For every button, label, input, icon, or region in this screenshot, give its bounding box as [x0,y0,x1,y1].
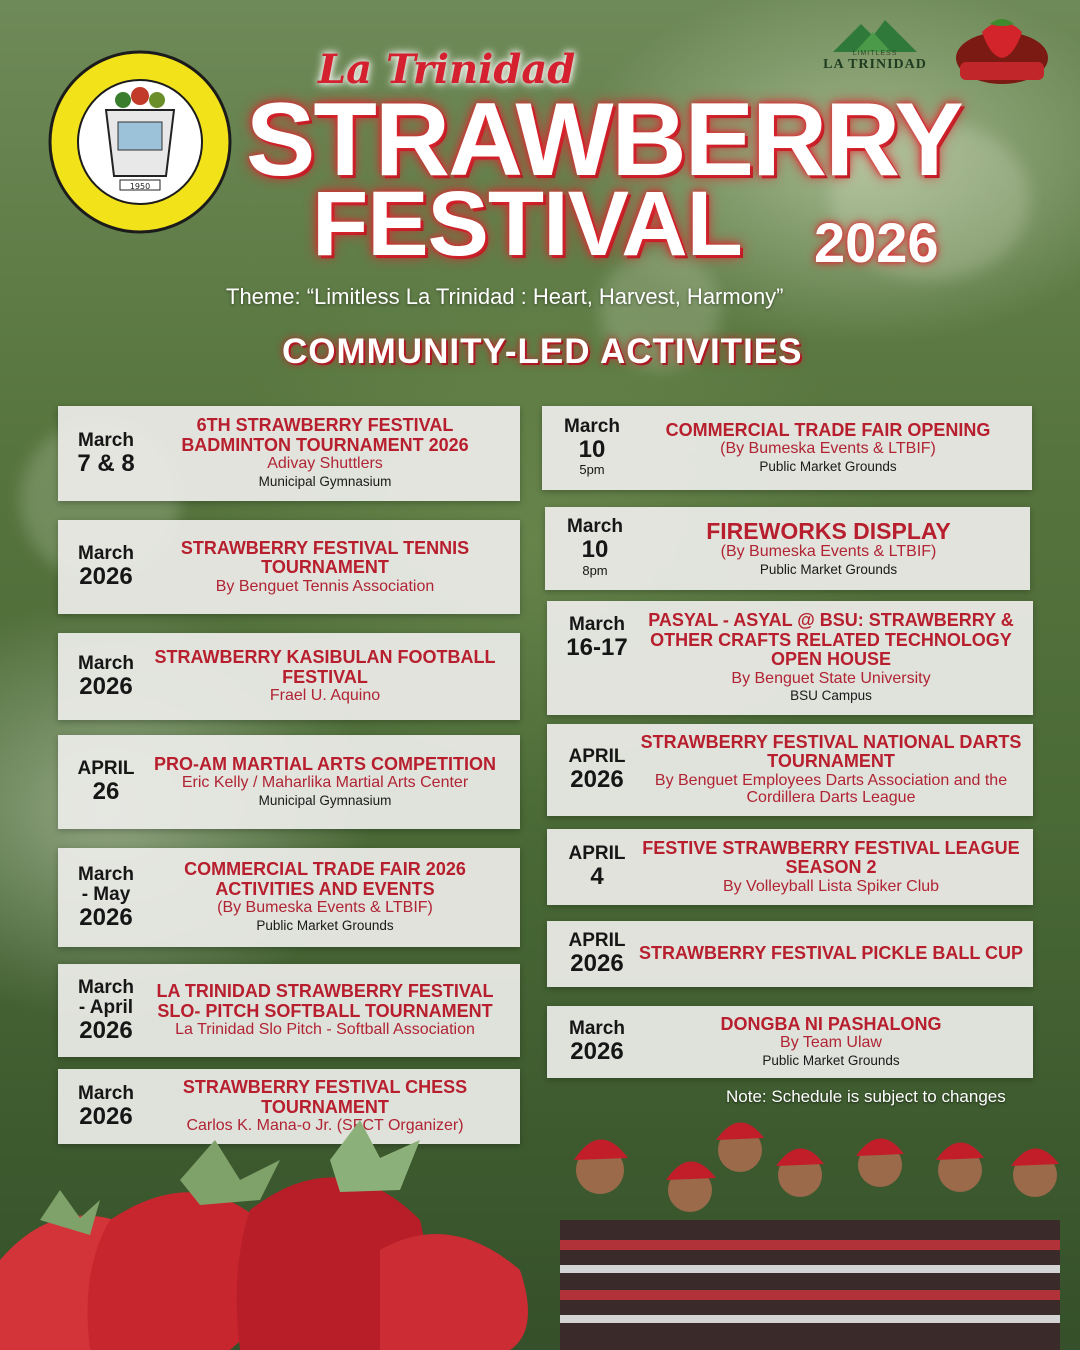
municipality-seal [48,50,232,234]
event-body [632,406,1024,490]
event-title: COMMERCIAL TRADE FAIR OPENING [665,419,991,440]
event-title: DONGBA NI PASHALONG [720,1013,942,1034]
title-year: 2026 [814,211,939,274]
logo-sub: LIMITLESS [852,50,898,57]
event-venue: Public Market Grounds [256,917,394,933]
event-card [547,829,1033,905]
event-card [58,964,520,1057]
event-title: STRAWBERRY KASIBULAN FOOTBALL FESTIVAL [154,647,496,687]
limitless-la-trinidad-logo [812,18,938,82]
event-body [142,964,508,1057]
dancers-icon [560,1122,1060,1350]
event-organizer: By Volleyball Lista Spiker Club [722,877,940,895]
section-title: COMMUNITY-LED ACTIVITIES [282,332,803,371]
schedule-note: Note: Schedule is subject to changes [726,1087,1006,1106]
event-body [637,724,1025,816]
event-body [142,406,508,501]
event-date: APRIL 2026 [568,930,626,978]
mountain-icon [833,18,917,52]
event-organizer: (By Bumeska Events & LTBIF) [217,899,433,917]
event-title: STRAWBERRY FESTIVAL PICKLE BALL CUP [638,943,1024,964]
event-card [58,633,520,720]
event-date: APRIL 2026 [568,746,626,794]
event-title: COMMERCIAL TRADE FAIR 2026 ACTIVITIES AND EVENTS [184,859,466,899]
event-date: March 2026 [78,1082,134,1130]
event-body [637,829,1025,905]
event-title: PASYAL - ASYAL @ BSU: STRAWBERRY & OTHER CRAFTS RELATED TECHNOLOGY OPEN HOUSE [648,610,1014,670]
title-strawberry: STRAWBERRY [246,82,962,198]
strawberry-festival-logo [952,8,1052,92]
event-title: FESTIVE STRAWBERRY FESTIVAL LEAGUE SEASON 2 [642,837,1020,878]
event-organizer: By Benguet State University [731,669,931,687]
event-card [547,724,1033,816]
event-venue: Municipal Gymnasium [258,473,392,489]
event-title: STRAWBERRY FESTIVAL NATIONAL DARTS TOURNAMENT [640,731,1022,772]
event-organizer: Eric Kelly / Maharlika Martial Arts Center [181,774,469,792]
event-organizer: By Team Ulaw [780,1034,882,1052]
event-body [142,848,508,947]
event-date: March 10 8pm [567,516,623,578]
event-body [635,507,1022,590]
svg-text:1950: 1950 [129,182,151,191]
event-card [545,507,1030,590]
event-card [547,1006,1033,1078]
event-organizer: By Benguet Employees Darts Association and the Cordillera Darts League [654,771,1008,807]
event-card [58,848,520,947]
theme-text: Theme: “Limitless La Trinidad : Heart, Harvest, Harmony” [226,284,784,309]
event-body [142,520,508,614]
event-title: FIREWORKS DISPLAY [706,517,951,544]
event-organizer: La Trinidad Slo Pitch - Softball Association [175,1021,475,1039]
logo-name: LA TRINIDAD [823,57,927,72]
event-title: LA TRINIDAD STRAWBERRY FESTIVAL SLO- PITCH SOFTBALL TOURNAMENT [156,981,494,1021]
event-date: APRIL 26 [77,758,135,806]
event-organizer: (By Bumeska Events & LTBIF) [720,543,937,561]
script-title: La Trinidad [318,46,576,93]
event-title: STRAWBERRY FESTIVAL TENNIS TOURNAMENT [180,537,470,578]
event-venue: Public Market Grounds [759,458,897,474]
event-date: March 2026 [78,652,134,700]
event-venue: Public Market Grounds [759,561,898,577]
event-organizer: By Benguet Tennis Association [215,577,435,595]
event-organizer: Adivay Shuttlers [267,455,383,473]
event-card [542,406,1032,490]
event-date: March 2026 [569,1018,625,1066]
event-body [142,735,508,829]
event-card [547,921,1033,987]
title-festival: FESTIVAL [312,173,742,275]
event-date: March - April 2026 [78,976,134,1044]
strawberries-dancers-illustration [0,1100,1080,1350]
event-date: March - May 2026 [78,863,134,931]
event-date: March 7 & 8 [77,429,135,477]
event-title: 6TH STRAWBERRY FESTIVAL BADMINTON TOURNAMENT 2026 [181,415,469,455]
event-card [58,735,520,829]
event-body [637,921,1025,987]
event-title: STRAWBERRY FESTIVAL CHESS TOURNAMENT [182,1077,468,1117]
event-body [637,1006,1025,1078]
event-date: March 10 5pm [564,415,620,478]
event-card [58,520,520,614]
event-card [547,601,1033,715]
event-date: March 16-17 [566,614,628,661]
event-organizer: (By Bumeska Events & LTBIF) [720,440,936,458]
event-date: March 2026 [78,543,134,591]
strawberries-icon [0,1120,528,1350]
event-organizer: Carlos K. Mana-o Jr. (SFCT Organizer) [186,1117,464,1135]
event-venue: Public Market Grounds [762,1052,900,1068]
event-organizer: Frael U. Aquino [269,687,381,705]
event-body [142,633,508,720]
event-body [637,601,1025,715]
event-venue: BSU Campus [790,688,872,704]
event-venue: Municipal Gymnasium [258,792,392,808]
event-card [58,406,520,501]
event-date: APRIL 4 [568,843,626,891]
event-title: PRO-AM MARTIAL ARTS COMPETITION [154,753,496,774]
